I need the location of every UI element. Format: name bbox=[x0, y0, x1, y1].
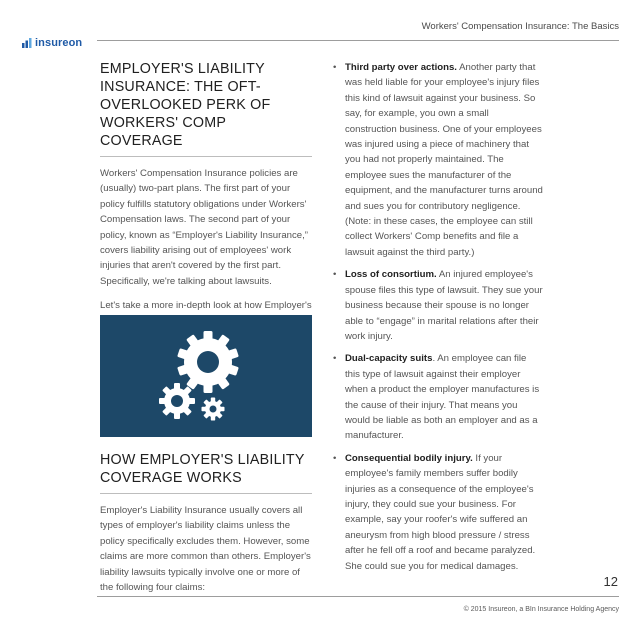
claim-text: If your employee's family members suffer bodily injuries as a consequence of the employee's injury, they could sue your business. For example, say your roofer's wife suffered an aneurysm from high blood pressure / stress after he fell off a roof and became paralyzed. She could sue you for medical damages. bbox=[345, 452, 536, 572]
paragraph-in-depth: Let's take a more in-depth look at how Employer's bbox=[100, 300, 312, 312]
logo-mark-icon bbox=[22, 38, 32, 48]
claims-list bbox=[333, 60, 543, 574]
claim-text: Another party that was held liable for your employee's injury files this kind of lawsuit against your business. So say, for example, you own a small construction business. One of your employees was injured using a piece of machinery that you had not properly maintained. The employee sues the manufacturer of the equipment, and the manufacturer turns around and sues you for contributory negligence. (Note: in these cases, the employee can still collect Workers' Comp benefits and file a lawsuit against the third party.) bbox=[345, 62, 543, 258]
list-item bbox=[333, 451, 543, 574]
list-item bbox=[333, 351, 543, 443]
claim-term: Loss of consortium. bbox=[345, 269, 437, 281]
claim-term: Dual-capacity suits bbox=[345, 353, 433, 365]
gears-icon bbox=[100, 315, 312, 437]
document-title: Workers' Compensation Insurance: The Basics bbox=[421, 21, 619, 32]
copyright-notice: © 2015 Insureon, a BIn Insurance Holding Agency bbox=[463, 606, 619, 613]
list-item bbox=[333, 60, 543, 260]
brand-name: insureon bbox=[35, 37, 83, 49]
header-divider bbox=[97, 40, 619, 41]
section-title-employers-liability: EMPLOYER'S LIABILITY INSURANCE: THE OFT-OVERLOOKED PERK OF WORKERS' COMP COVERAGE bbox=[100, 60, 312, 157]
section-title-how-it-works: HOW EMPLOYER'S LIABILITY COVERAGE WORKS bbox=[100, 451, 312, 494]
left-column-top bbox=[100, 60, 312, 329]
gears-illustration bbox=[100, 315, 312, 437]
claim-term: Consequential bodily injury. bbox=[345, 452, 473, 464]
brand-logo bbox=[22, 37, 82, 49]
right-column bbox=[333, 60, 543, 581]
footer-divider bbox=[97, 596, 619, 597]
paragraph-intro: Workers' Compensation Insurance policies are (usually) two-part plans. The first part of your policy fulfills statutory obligations under Workers' Compensation laws. The second part of your policy, known as “Employer's Liability Insurance,” covers liability arising out of employees' work injuries that aren't covered by the first part. Specifically, we're talking about lawsuits. bbox=[100, 168, 309, 287]
page-number: 12 bbox=[603, 574, 618, 589]
claim-text: . An employee can file this type of lawsuit against their employer when a product the employer manufactures is the cause of their injury. That means you would be liable as both an employer and as a manufacturer. bbox=[345, 353, 540, 442]
claim-term: Third party over actions. bbox=[345, 62, 457, 73]
left-column-bottom bbox=[100, 451, 312, 595]
claim-text: An injured employee's spouse files this type of lawsuit. They sue your business because their spouse is no longer able to “engage” in marital relations after their work injury. bbox=[345, 269, 543, 342]
paragraph-claims-intro: Employer's Liability Insurance usually covers all types of employer's liability claims unless the policy specifically excludes them. However, some claims are more common than others. Employer's liability lawsuits typically involve one or more of the following four claims: bbox=[100, 505, 311, 594]
list-item bbox=[333, 267, 543, 344]
